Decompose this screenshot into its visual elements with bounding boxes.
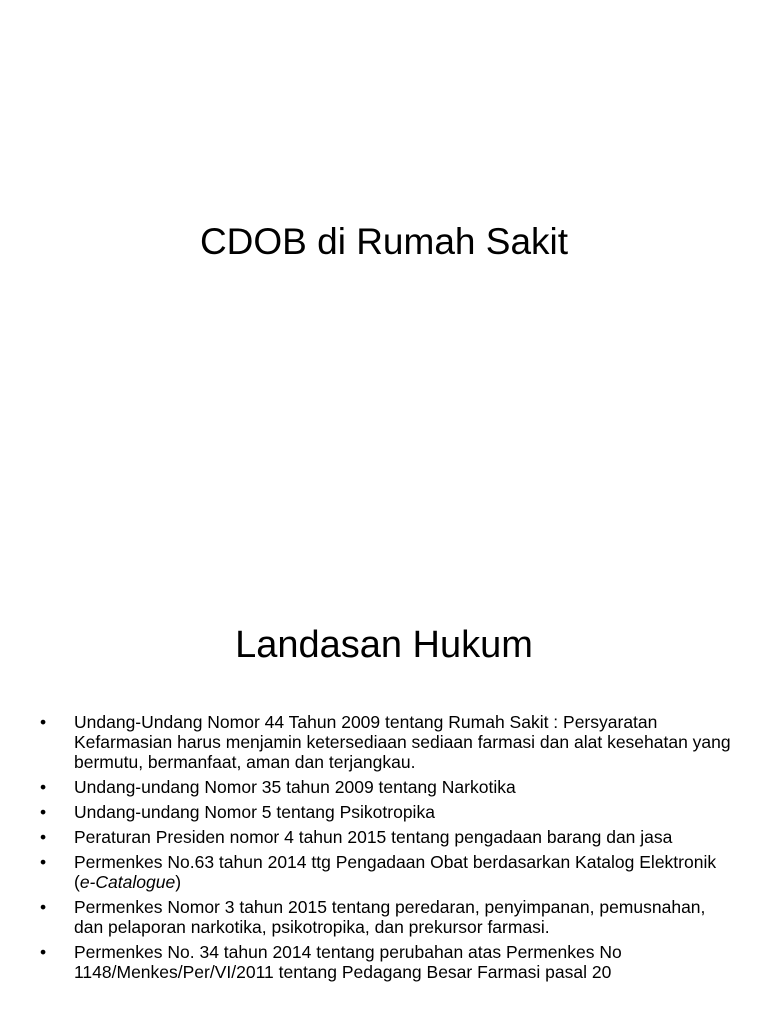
list-item	[38, 777, 738, 797]
list-item-text: Permenkes No. 34 tahun 2014 tentang perubahan atas Permenkes No 1148/Menkes/Per/VI/2011 tentang Pedagang Besar Farmasi pasal 20	[74, 942, 622, 982]
list-item	[38, 897, 738, 937]
bullet-icon: •	[40, 897, 47, 917]
slide-heading: Landasan Hukum	[235, 624, 533, 666]
list-item-text: Undang-undang Nomor 5 tentang Psikotropika	[74, 802, 435, 822]
list-item-text-italic: e-Catalogue	[79, 872, 176, 892]
list-item-text: Permenkes Nomor 3 tahun 2015 tentang peredaran, penyimpanan, pemusnahan, dan pelaporan narkotika, psikotropika, dan prekursor farmasi.	[74, 897, 706, 937]
list-item	[38, 942, 738, 982]
bullet-icon: •	[40, 852, 47, 872]
list-item	[38, 802, 738, 822]
list-item	[38, 827, 738, 847]
bullet-icon: •	[40, 802, 47, 822]
list-item	[38, 852, 738, 892]
slide-title-heading: CDOB di Rumah Sakit	[199, 221, 569, 262]
slide-landasan-hukum	[0, 576, 768, 1024]
list-item-text-after: )	[175, 872, 182, 892]
legal-basis-list	[38, 712, 738, 987]
list-item-text: Peraturan Presiden nomor 4 tahun 2015 tentang pengadaan barang dan jasa	[74, 827, 673, 847]
list-item-text: Undang-undang Nomor 35 tahun 2009 tentang Narkotika	[74, 777, 516, 797]
list-item	[38, 712, 738, 772]
bullet-icon: •	[40, 942, 47, 962]
bullet-icon: •	[40, 712, 47, 732]
list-item-text: Undang-Undang Nomor 44 Tahun 2009 tentang Rumah Sakit : Persyaratan Kefarmasian harus menjamin ketersediaan sediaan farmasi dan alat kesehatan yang bermutu, bermanfaat, aman dan terjangkau.	[74, 712, 731, 772]
bullet-icon: •	[40, 777, 47, 797]
bullet-icon: •	[40, 827, 47, 847]
list-item-text-before: Permenkes No.63 tahun 2014 ttg Pengadaan Obat berdasarkan Katalog Elektronik (	[74, 852, 717, 892]
